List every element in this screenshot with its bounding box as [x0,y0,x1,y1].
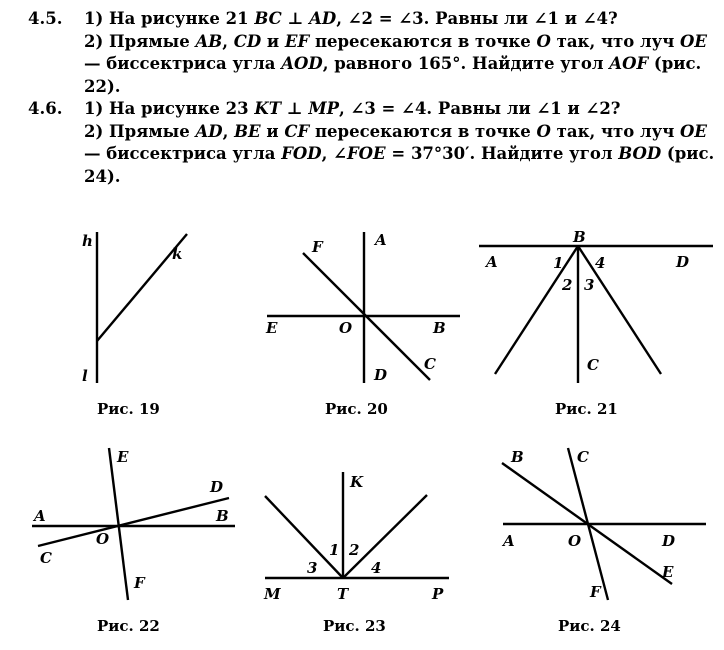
math-symbol: OE [680,121,707,141]
figure-caption: Рис. 20 [325,400,388,418]
point-label-C: C [424,355,436,373]
point-label-E: E [662,563,674,581]
math-symbol: O [536,121,551,141]
point-label-B: B [216,507,229,525]
problem-part: 1) На рисунке 23 KT ⊥ MP, ∠3 = ∠4. Равны ли ∠1 и ∠2? [84,99,621,118]
math-symbol: FOD [281,144,322,163]
point-label-D: D [210,478,224,496]
point-label-P: P [432,585,444,603]
point-label-O: O [568,532,582,550]
figure-caption: Рис. 21 [555,400,618,418]
math-symbol: BC [254,9,282,28]
point-label-h: h [82,232,93,250]
point-label-K: K [350,473,364,491]
point-label-D: D [662,532,676,550]
point-label-C: C [587,356,599,374]
point-label-k: k [172,245,183,263]
angle-label-2: 2 [349,541,360,559]
point-label-l: l [82,367,88,385]
figure-24-lines [502,448,706,600]
point-label-E: E [117,448,129,466]
math-symbol: BOD [618,144,662,163]
angle-label-1: 1 [553,254,564,272]
point-label-C: C [577,448,589,466]
math-symbol: CD [233,31,262,51]
point-label-F: F [134,574,145,592]
point-label-B: B [573,228,586,246]
figure-caption: Рис. 19 [97,400,160,418]
problem-number: 4.6. [28,99,63,118]
math-symbol: O [536,31,551,51]
point-label-B: B [511,448,524,466]
point-label-O: O [96,530,110,548]
point-label-C: C [40,549,52,567]
math-symbol: MP [308,99,340,118]
angle-label-3: 3 [307,559,318,577]
point-label-A: A [34,507,46,525]
angle-label-3: 3 [584,276,595,294]
math-symbol: AD [195,121,223,141]
point-label-F: F [312,238,323,256]
point-label-F: F [590,583,601,601]
math-symbol: OE [680,31,707,51]
math-symbol: CF [284,121,310,141]
problem-part: 2) Прямые AB, CD и EF пересекаются в точке O так, что луч OE — биссектриса угла AOD, равного 165°. Найдите угол AOF (рис. 22). [84,31,707,96]
point-label-A: A [486,253,498,271]
point-label-D: D [676,253,690,271]
point-label-A: A [375,231,387,249]
problem-part: 2) Прямые AD, BE и CF пересекаются в точке O так, что луч OE — биссектриса угла FOD, ∠FOE = 37°30′. Найдите угол BOD (рис. 24). [84,121,715,186]
point-label-D: D [374,366,388,384]
problem-number: 4.5. [28,9,63,28]
math-symbol: AD [309,9,337,28]
problem-part: 1) На рисунке 21 BC ⊥ AD, ∠2 = ∠3. Равны ли ∠1 и ∠4? [84,9,618,28]
math-symbol: AOD [281,54,323,73]
figure-caption: Рис. 22 [97,617,160,635]
figure-caption: Рис. 24 [558,617,621,635]
point-label-E: E [266,319,278,337]
math-symbol: AB [195,31,223,51]
point-label-O: O [339,319,353,337]
math-symbol: FOE [346,144,386,163]
point-label-M: M [264,585,281,603]
point-label-A: A [503,532,515,550]
angle-label-4: 4 [595,254,606,272]
math-symbol: BE [234,121,261,141]
math-symbol: AOF [609,54,649,73]
angle-label-1: 1 [329,541,340,559]
math-symbol: KT [254,99,282,118]
angle-label-2: 2 [562,276,573,294]
angle-label-4: 4 [371,559,382,577]
figure-caption: Рис. 23 [323,617,386,635]
point-label-T: T [337,585,349,603]
math-symbol: EF [284,31,310,51]
point-label-B: B [433,319,446,337]
